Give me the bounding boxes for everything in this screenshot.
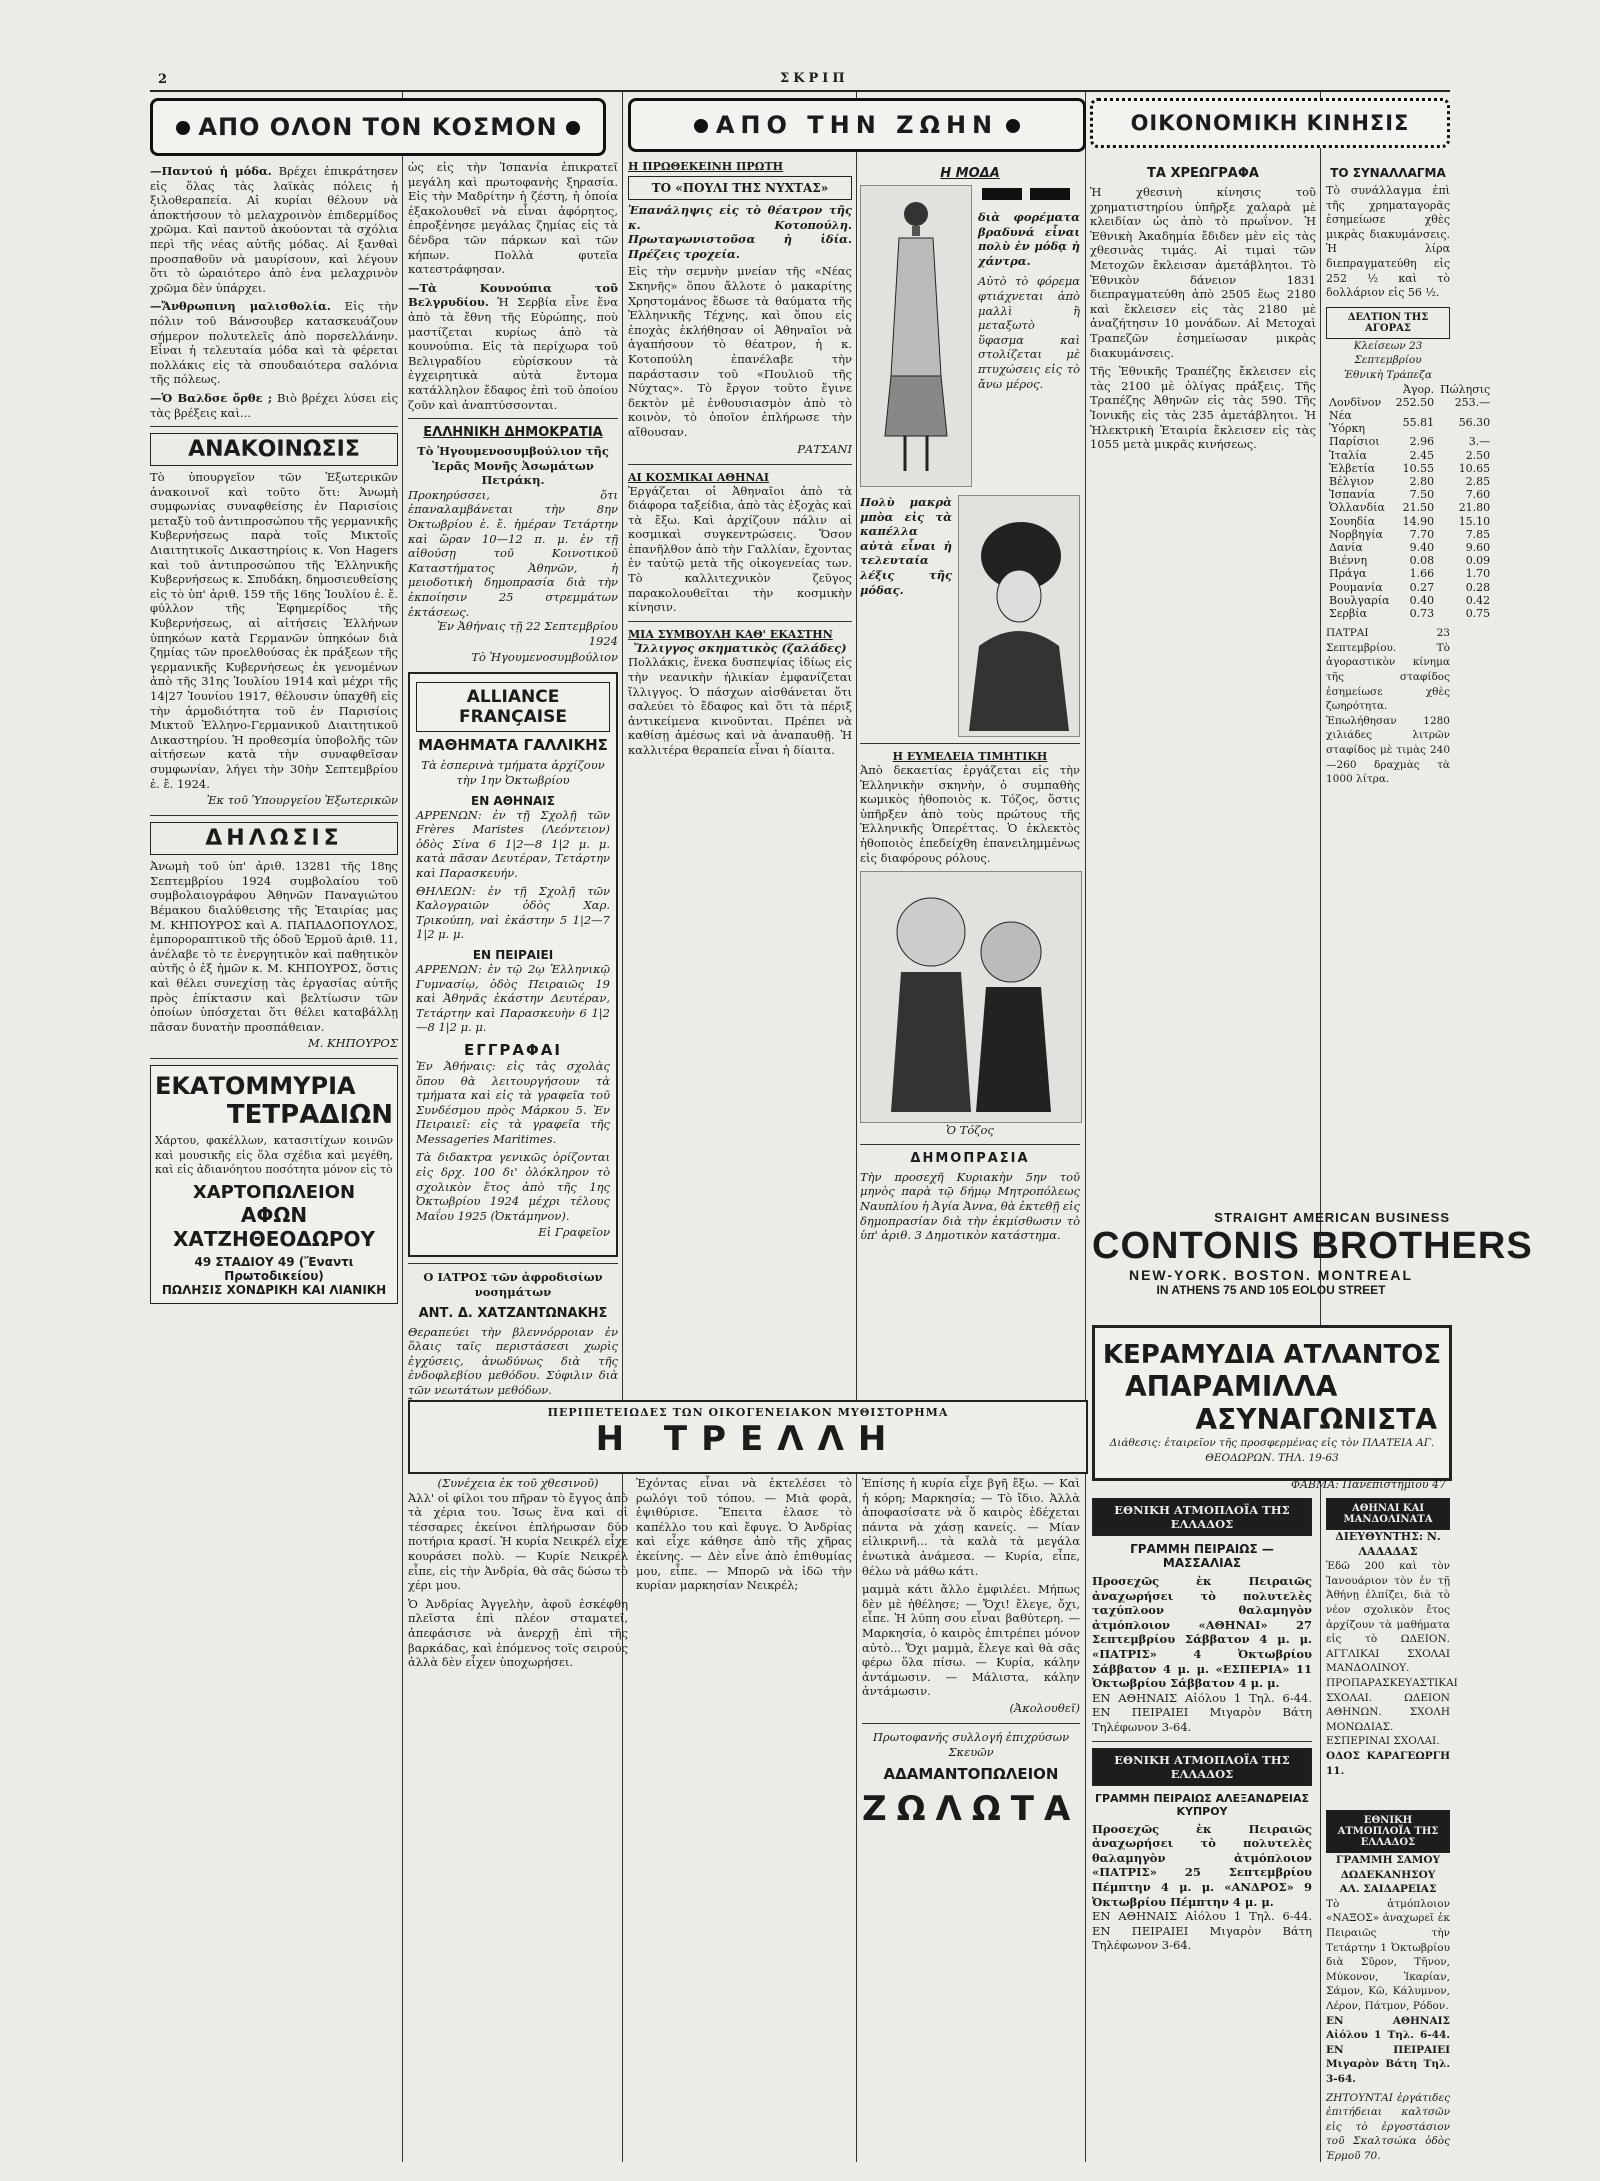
- declaration-heading: ΔΗΛΩΣΙΣ: [150, 822, 398, 855]
- schools-text: Ἐδῶ 200 καὶ τὸν Ἰανουάριον τὸν ἐν τῇ Ἀθήνῃ ἐλπίζει, διὰ τὸ νέον σχολικὸν ἔτος ἀρχίζουν τὰ μαθήματα εἰς τὸ ΩΔΕΙΟΝ. ΑΓΓΛΙΚΑΙ ΣΧΟΛΑΙ ΜΑΝΔΟΛΙΝΟΥ. ΠΡΟΠΑΡΑΣΚΕΥΑΣΤΙΚΑΙ ΣΧΟΛΑΙ. ΩΔΕΙΟΝ ΑΘΗΝΩΝ. ΣΧΟΛΗ ΜΟΝΩΔΙΑΣ. ΕΣΠΕΡΙΝΑΙ ΣΧΟΛΑΙ.: [1326, 1560, 1458, 1748]
- table-row: [1326, 541, 1493, 554]
- schools-heading: ΑΘΗΝΑΙ ΚΑΙ ΜΑΝΔΟΛΙΝΑΤΑ: [1326, 1498, 1450, 1530]
- table-header-row: [1326, 383, 1493, 396]
- doctor-name: ΑΝΤ. Δ. ΧΑΤΖΑΝΤΩΝΑΚΗΣ: [418, 1305, 608, 1321]
- divider: [628, 464, 852, 465]
- serial-paragraph-3: Ἐχόντας εἶναι νὰ ἐκτελέσει τὸ ρωλόγι τοῦ τόπου. — Μιὰ φορὰ, ἐψιθύρισε. Ἔπειτα ἐλασε τὸ καπέλλο του καὶ ἔφυγε. Ὁ Ἀνδρίας καὶ εἶχε κάθησε ἀπὸ τῆς χῆρας ἐκείνης. — Δὲν εἶνε ἀπὸ ἐπιθυμίας μου, εἶπε. — Μπορῶ νὰ ἰδῶ τὴν κυρίαν μαρκησίαν Νεικρέλ;: [636, 1476, 852, 1593]
- tiles-ad: [1092, 1325, 1452, 1481]
- ad-line-2: ΤΕΤΡΑΔΙΩΝ: [226, 1100, 393, 1131]
- ad-footer: ΠΩΛΗΣΙΣ ΧΟΝΔΡΙΚΗ ΚΑΙ ΛΙΑΝΙΚΗ: [161, 1283, 387, 1298]
- table-row: [1326, 409, 1493, 435]
- caricature-icon: [861, 872, 1081, 1122]
- world-item-1: [150, 164, 398, 295]
- republic-signature: Τὸ Ἡγουμενοσυμβούλιον: [471, 650, 618, 665]
- column-middle-left: [408, 160, 619, 1397]
- world-item-3: [150, 391, 398, 420]
- currency-name: Βουλγαρία: [1329, 593, 1390, 607]
- classified-ad: ΖΗΤΟΥΝΤΑΙ ἐργάτιδες ἐπιτήδειαι καλτσῶν εἰς τὸ ἐργοστάσιον τοῦ Σκαλτσώκα ὁδὸς Ἑρμοῦ 70.: [1326, 2091, 1450, 2162]
- currency-name: Νέα Ὑόρκη: [1329, 408, 1365, 436]
- alliance-athens-head: ΕΝ ΑΘΗΝΑΙΣ: [471, 793, 555, 808]
- bulletin-heading: ΔΕΛΤΙΟΝ ΤΗΣ ΑΓΟΡΑΣ: [1326, 307, 1450, 339]
- rate-value: 21.80: [1458, 501, 1491, 515]
- advice-heading: ΜΙΑ ΣΥΜΒΟΥΛΗ ΚΑΘ' ΕΚΑΣΤΗΝ: [628, 627, 833, 641]
- alliance-intro: Τὰ ἑσπερινὰ τμήματα ἀρχίζουν τὴν 1ην Ὀκτωβρίου: [421, 758, 605, 787]
- table-row: [1326, 581, 1493, 594]
- serial-prefix: ΠΕΡΙΠΕΤΕΙΩΔΕΣ ΤΩΝ ΟΙΚΟΓΕΝΕΙΑΚΟΝ ΜΥΘΙΣΤΟΡΗΜΑ: [547, 1406, 949, 1419]
- rate-value: 0.75: [1465, 606, 1491, 620]
- ad-body: Χάρτου, φακέλλων, κατασιτίχων κοινῶν καὶ μουσικῆς εἰς ὅλα σχέδια καὶ μεγέθη, καὶ εἰς ἀδιανόητου ποσότητα μόνον εἰς τὸ: [155, 1134, 393, 1177]
- shipping-1-line: ΓΡΑΜΜΗ ΠΕΙΡΑΙΩΣ — ΜΑΣΣΑΛΙΑΣ: [1130, 1542, 1274, 1570]
- currency-name: Σουηδία: [1329, 514, 1376, 528]
- table-row: [1326, 607, 1493, 620]
- alliance-subtitle: ΜΑΘΗΜΑΤΑ ΓΑΛΛΙΚΗΣ: [418, 736, 608, 755]
- currency-name: Ἰσπανία: [1329, 488, 1376, 502]
- ad-shop-1: ΧΑΡΤΟΠΩΛΕΙΟΝ: [192, 1182, 356, 1204]
- currency-name: Λονδῖνον: [1329, 395, 1382, 409]
- serial-paragraph-5: μαμμὰ κάτι ἄλλο ἐμφιλέει. Μήπως δὲν μὲ ἠθέλησε; — Ὄχι! ἔλεγε, ὄχι, εἶπε. Ἡ λύπη σου εἶναι βαθύτερη. — Μαρκησία, ὁ καιρὸς ἐπιτρέπει μόνον αὐτὸ... Ὄχι μαμμὰ, ἔλεγε καὶ θὰ σᾶς φέρω ὅλα πίσω. — Κυρία, κάλην ἀντάμωσιν. — Μάλιστα, κάλην ἀντάμωσιν.: [862, 1582, 1080, 1699]
- serial-continued: (Συνέχεια ἐκ τοῦ χθεσινοῦ): [437, 1476, 599, 1490]
- divider: [628, 621, 852, 622]
- contonis-top: STRAIGHT AMERICAN BUSINESS: [1214, 1210, 1450, 1225]
- table-row: [1326, 554, 1493, 567]
- masthead-strip: [150, 72, 1450, 92]
- ad-line-1: ΕΚΑΤΟΜΜΥΡΙΑ: [155, 1072, 356, 1101]
- theatre-heading: Η ΕΥΜΕΛΕΙΑ ΤΙΜΗΤΙΚΗ: [892, 750, 1048, 763]
- alliance-title: ALLIANCE FRANÇAISE: [416, 682, 610, 732]
- story-subtitle: Ἐπανάληψις εἰς τὸ θέατρον τῆς κ. Κοτοπούλη. Πρωταγωνιστοῦσα ἡ ἰδία. Πρέζεις τροχεία.: [628, 203, 852, 261]
- table-row: [1326, 475, 1493, 488]
- divider: [150, 815, 398, 816]
- republic-heading: ΕΛΛΗΝΙΚΗ ΔΗΜΟΚΡΑΤΙΑ: [423, 425, 603, 441]
- auction-text: Τὴν προσεχῆ Κυριακὴν 5ην τοῦ μηνὸς παρὰ τῷ δήμῳ Μητροπόλεως Ναυπλίου ἡ Ἀγία Ἀννα, θὰ ἐκτεθῇ εἰς δημοπρασίαν διὰ τὴν ἐκμίσθωσιν τὸ ὑπ' ἀριθ. 3 Δημοτικὸν κατάστημα.: [860, 1169, 1080, 1243]
- rate-value: 21.50: [1402, 501, 1435, 515]
- currency-name: Ρουμανία: [1329, 580, 1383, 594]
- rate-value: 0.27: [1409, 580, 1435, 594]
- declaration-text: Ἀνωμὴ τοῦ ὑπ' ἀριθ. 13281 τῆς 18ης Σεπτεμβρίου 1924 συμβολαίου τοῦ συμβολαιογράφου Ἀθηνῶν Παναγιώτου Βέμακου διαλύθεισης τῆς Ἑταιρίας μας Μ. ΚΗΠΟΥΡΟΣ καὶ Α. ΠΑΠΑΔΟΠΟΥΛΟΣ, ἐμποροραπτικοῦ τῆς ὁδοῦ Ἐρμοῦ ἀριθ. 11, ἀνέλαβε τὸ τε ἐνεργητικὸν καὶ παθητικὸν αὐτῆς ὁ ἐξ ἡμῶν κ. Μ. ΚΗΠΟΥΡΟΣ, ὅστις καὶ θέλει συνεχίσῃ τὰς ἐργασίας αὐτῆς πρὸς ἐπίκτασιν καὶ βελτίωσιν τῶν ὁποίων ὑπόσχεται ὅτι θέλει καταβάλλῃ πᾶσαν δυνατὴν προσπάθειαν.: [150, 859, 398, 1034]
- table-row: [1326, 501, 1493, 514]
- divider: [408, 418, 618, 419]
- caricature-illustration: [860, 871, 1082, 1123]
- banner-economy: ΟΙΚΟΝΟΜΙΚΗ ΚΙΝΗΣΙΣ: [1090, 98, 1450, 148]
- story-signature: ΡΑΤΣΑΝΙ: [797, 441, 852, 456]
- ad-address: 49 ΣΤΑΔΙΟΥ 49 (Ἔναντι Πρωτοδικείου): [194, 1255, 354, 1284]
- rate-value: 14.90: [1402, 514, 1435, 528]
- announcement-signature: Ἐκ τοῦ Ὑπουργείου Ἐξωτερικῶν: [206, 793, 398, 808]
- table-row: [1326, 396, 1493, 409]
- story-title: ΤΟ «ΠΟΥΛΙ ΤΗΣ ΝΥΧΤΑΣ»: [628, 176, 852, 200]
- shipping-2-text: Προσεχῶς ἐκ Πειραιῶς ἀναχωρήσει τὸ πολυτελὲς θαλαμηγὸν ἀτμόπλοιον «ΠΑΤΡΙΣ» 25 Σεπτεμβρίου Πέμπτην 4 μ. μ. «ΑΝΔΡΟΣ» 9 Ὀκτωβρίου Πέμπτην 4 μ. μ.: [1092, 1821, 1312, 1909]
- divider: [862, 1723, 1080, 1724]
- doctor-text: Θεραπεύει τὴν βλεννόρροιαν ἐν ὅλαις ταῖς περιστάσεσι χωρὶς ἐγχύσεις, ἀνωδύνως διὰ τῆς ἐνδοφλεβίου μεθόδου. Σύφιλιν διὰ τῶν νεωτάτων μεθόδων.: [408, 1324, 618, 1397]
- divider: [150, 426, 398, 427]
- hat-illustration: [958, 495, 1080, 737]
- rate-value: 55.81: [1402, 415, 1435, 429]
- contonis-address: IN ATHENS 75 AND 105 EOLOU STREET: [1156, 1283, 1386, 1297]
- column-rule: [1085, 92, 1086, 2162]
- tiles-factory: ΦΑΒΜΑ: Πανεπιστημίου 47: [1290, 1478, 1446, 1491]
- currency-name: Πράγα: [1329, 567, 1367, 581]
- serial-next: (Ἀκολουθεῖ): [1009, 1700, 1080, 1715]
- ad-shop-2: ΑΦΩΝ ΧΑΤΖΗΘΕΟΔΩΡΟΥ: [172, 1203, 376, 1252]
- rate-value: 0.42: [1465, 593, 1491, 607]
- society-text: Ἐργάζεται οἱ Ἀθηναῖοι ἀπὸ τὰ διάφορα ταξείδια, ἀπὸ τὰς ἐξοχὰς καὶ τὰ ἔξω. Καὶ ἀρχίζουν πάλιν αἱ κοσμικαὶ συγκεντρώσεις. Ὅσον ἐπανῆλθον ἀπὸ τὴν Γαλλίαν, ἔχοντας ἐν ταὐτῷ μετὰ τῆς οἰκογενείας των. Τὸ καλλιτεχνικὸν ζεῦγος παρακολουθεῖται τὴν κοσμικὴν κίνησιν.: [628, 483, 852, 615]
- banner-life: [628, 98, 1086, 152]
- column-bonds: [1090, 160, 1316, 1200]
- hat-figure-icon: [959, 496, 1079, 736]
- shipping-3-contact: ΕΝ ΑΘΗΝΑΙΣ Αἰόλου 1 Τηλ. 6-44. ΕΝ ΠΕΙΡΑΙΕΙ Μιγαρὸν Βάτη Τηλ. 3-64.: [1326, 2014, 1450, 2085]
- table-row: [1326, 435, 1493, 448]
- shipping-3-captain: ΑΛ. ΣΑΙΔΑΡΕΙΑΣ: [1339, 1883, 1437, 1896]
- rate-value: 10.65: [1458, 461, 1491, 475]
- currency-name: Δανία: [1329, 540, 1363, 554]
- dress-figure-icon: [861, 186, 971, 486]
- table-row: [1326, 567, 1493, 580]
- decor-icon: [1030, 188, 1070, 200]
- alliance-sign: Εἰ Γραφεῖον: [538, 1225, 610, 1240]
- rate-value: 2.45: [1409, 448, 1435, 462]
- currency-name: Νορβηγία: [1329, 527, 1383, 541]
- alliance-piraeus-head: ΕΝ ΠΕΙΡΑΙΕΙ: [472, 947, 554, 962]
- table-row: [1326, 449, 1493, 462]
- serial-paragraph-2: Ὁ Ἀνδρίας Ἀγγελὴν, ἀφοῦ ἐσκέφθη πλεῖστα ἐπὶ πλέον σταματεῖ, ἀπεφάσισε νὰ ἀνερχῇ ἐπὶ τῆς βαρκάδας, καὶ ἐπόμενος τοῖς σειρούς ἀλλὰ δὲν εἶχεν ὑποχωρήσει.: [408, 1596, 628, 1670]
- exchange-heading: ΤΟ ΣΥΝΑΛΛΑΓΜΑ: [1330, 166, 1446, 180]
- world-item-text: Βιὸ βρέχει λύσει εἰς τὰς βρέξεις καὶ...: [150, 390, 399, 420]
- rate-value: 9.60: [1465, 540, 1491, 554]
- serial-col-2: [636, 1476, 852, 2166]
- column-rule: [402, 92, 403, 2162]
- bullet-icon: [176, 121, 190, 135]
- republic-date: Ἐν Ἀθήναις τῇ 22 Σεπτεμβρίου 1924: [437, 619, 618, 648]
- shipping-2-contact: ΕΝ ΑΘΗΝΑΙΣ Αἰόλου 1 Τηλ. 6-44. ΕΝ ΠΕΙΡΑΙΕΙ Μιγαρὸν Βάτη Τηλέφωνον 3-64.: [1092, 1909, 1312, 1953]
- rate-value: 0.09: [1465, 554, 1491, 568]
- auction-heading: ΔΗΜΟΠΡΑΣΙΑ: [910, 1150, 1030, 1166]
- rate-value: 0.73: [1409, 606, 1435, 620]
- rate-value: 1.66: [1409, 567, 1435, 581]
- shipping-2-company: ΕΘΝΙΚΗ ΑΤΜΟΠΛΟΪΑ ΤΗΣ ΕΛΛΑΔΟΣ: [1092, 1748, 1312, 1786]
- currency-name: Σερβία: [1329, 606, 1368, 620]
- shipping-3-text: Τὸ ἀτμόπλοιον «ΝΑΞΟΣ» ἀναχωρεῖ ἐκ Πειραιῶς τὴν Τετάρτην 1 Ὀκτωβρίου διὰ Σῦρον, Τῆνον, Μύκονον, Ἰκαρίαν, Σάμον, Κῶ, Κάλυμνον, Λέρον, Πάτμον, Ρόδον.: [1326, 1897, 1450, 2012]
- rate-value: 10.55: [1402, 461, 1435, 475]
- table-header-cell: Ἀγορ.: [1402, 382, 1435, 396]
- fashion-text: Αὐτὸ τὸ φόρεμα φτιάχνεται ἀπὸ μαλλὶ ἢ μεταξωτὸ ὕφασμα καὶ στολίζεται μὲ πτυχώσεις εἰς τὸ ἄνω μέρος.: [978, 274, 1080, 391]
- paper-name: ΣΚΡΙΠ: [780, 71, 849, 86]
- currency-name: Ὁλλανδία: [1329, 501, 1385, 515]
- story-text: Εἰς τὴν σεμνὴν μνείαν τῆς «Νέας Σκηνῆς» ὅπου ἄλλοτε ὁ μακαρίτης Χρηστομάνος ἔδωσε τὰ θαύματα τῆς Ἑλληνικῆς Τέχνης, καὶ ὅπου εἰς ἐποχὰς ἐκλήθησαν οἱ Ἀθηναῖοι νὰ ἀγαπήσουν τὸ θέατρον, ἡ κ. Κοτοπούλη ἐπανέλαβε τὴν παράστασιν τοῦ «Πουλιοῦ τῆς Νύχτας». Τὸ ἔργον τοῦτο ἔγινε δεκτὸν μὲ ἐνθουσιασμὸν ἀπὸ τὸ κοινὸν, τὸ ὁποῖον ἐπλήρωσε τὴν αἴθουσαν.: [628, 264, 852, 439]
- rate-value: 2.85: [1465, 474, 1491, 488]
- contonis-name: CONTONIS BROTHERS: [1092, 1225, 1533, 1267]
- mosquito-text: Ἡ Σερβία εἶνε ἕνα ἀπὸ τὰ ἔθνη τῆς Εὐρώπης, ποὺ μαστίζεται κυρίως ἀπὸ τὰ κουνούπια. Εἰς τὰ περίχωρα τοῦ Βελιγραδίου εὑρίσκουν τὰ ἐγχειρητικὰ αὐτὰ ἔντομα κατάλληλον ἔδαφος ἐπὶ τοῦ ὁποίου ζοῦν καὶ ἀναπτύσσονται.: [408, 295, 619, 412]
- rate-value: 3.—: [1468, 435, 1491, 449]
- alliance-enroll: Ἐν Ἀθήναις: εἰς τὰς σχολὰς ὅπου θὰ λειτουργήσουν τὰ τμήματα καὶ εἰς τὰ γραφεῖα τοῦ Συνδέσμου πρὸς Μάρκου 5. Ἐν Πειραιεῖ: εἰς τὰ γραφεῖα τῆς Messageries Maritimes.: [416, 1058, 610, 1146]
- fashion-caption-1: διὰ φορέματα βραδυνά εἶναι πολὺ ἐν μόδᾳ ἡ χάντρα.: [978, 210, 1080, 268]
- exchange-text: Τὸ συνάλλαγμα ἐπὶ τῆς χρηματαγορᾶς ἐσημείωσε χθὲς μικρὰς διακυμάνσεις. Ἡ λίρα διεπραγματεύθη εἰς 252 ½ καὶ τὸ δολλάριον εἰς 56 ½.: [1326, 184, 1450, 300]
- world-item-lead: —Ὁ Βαλδσε ὄρθε ;: [150, 390, 273, 405]
- table-row: [1326, 528, 1493, 541]
- table-row: [1326, 488, 1493, 501]
- alliance-ad: [408, 672, 618, 1257]
- currency-name: Παρίσιοι: [1329, 435, 1380, 449]
- column-life-right: [860, 160, 1080, 1394]
- column-life-left: [628, 160, 852, 1394]
- rate-value: 2.96: [1409, 435, 1435, 449]
- rate-value: 2.50: [1465, 448, 1491, 462]
- table-header-cell: Πώλησις: [1440, 382, 1491, 396]
- currency-name: Ἑλβετία: [1329, 461, 1376, 475]
- table-row: [1326, 462, 1493, 475]
- divider: [150, 1058, 398, 1059]
- divider: [860, 743, 1080, 744]
- bonds-text: Ἡ χθεσινὴ κίνησις τοῦ χρηματιστηρίου ὑπῆρξε χαλαρὰ μὲ κλειδίαν ὡς ἀπὸ τὸ πρωΐνον. Ἡ Ἐθνικὴ Ἀκαδημία ἔδιδεν μὲν εἰς τὰς χθεσινὰς τιμάς. Αἱ τιμαὶ τῶν Μετοχῶν ἔκλεισαν ἀμετάβλητοι. Τὸ Ἐθνικὸν δάνειον 1831 διεπραγματεύθη ἀπὸ 2505 ἕως 2180 καὶ ἔκλεισεν εἰς τὰς 2180 μὲ ἀναζήτησιν 10 μονάδων. Αἱ Μετοχαὶ Τραπεζῶν ἐσημείωσαν μικρὰς διακυμάνσεις.: [1090, 185, 1316, 360]
- banner-life-title: ΑΠΟ ΤΗΝ ΖΩΗΝ: [715, 111, 999, 139]
- republic-text: Προκηρύσσει, ὅτι ἐπαναλαμβάνεται τὴν 8ην Ὀκτωβρίου ἐ. ἔ. ἡμέραν Τετάρτην καὶ ὥραν 10—12 π. μ. ἐν τῇ αἰθούσῃ τοῦ Κοινοτικοῦ Καταστήματος Ἀθηνῶν, ἡ μειοδοτικὴ δημοπρασία διὰ τὴν ἐκποίησιν 25 στρεμμάτων ἐκτάσεως.: [408, 487, 618, 619]
- rate-value: 9.40: [1409, 540, 1435, 554]
- bullet-icon: [566, 121, 580, 135]
- column-shipping: [1092, 1498, 1312, 2158]
- rate-value: 7.85: [1465, 527, 1491, 541]
- announcement-text: Τὸ ὑπουργεῖον τῶν Ἐξωτερικῶν ἀνακοινοῖ καὶ τοῦτο ὅτι: Ἀνωμὴ συμφωνίας συναφθείσης ἐν Παρισίοις μεταξὺ τοῦ ἀντιπροσώπου τῆς γερμανικῆς Κυβερνήσεως παρὰ τοῖς Μικτοῖς Διαιτητικοῖς Δικαστηρίοις κ. Von Hagers καὶ τοῦ ἀντιπροσώπου τῆς Ἑλληνικῆς Κυβερνήσεως κ. Σπυδάκη, δημοσιευθείσης εἰς τὸ ὑπ' ἀριθ. 159 τῆς 16ης Ἰουλίου ἐ. ἔ. φύλλον τῆς Ἐφημερίδος τῆς Κυβερνήσεως, αἱ αἰτήσεις Ἑλλήνων ὑπηκόων κατὰ Γερμανῶν ὑπηκόων διὰ ζημίας τῶν προελθούσας ἐκ πράξεων τῆς γερμανικῆς Κυβερνήσεως ἐκ γενομένων ἀπὸ τῆς 31ης Ἰουλίου 1914 καὶ μέχρι τῆς 14|27 Ἰουνίου 1917, θέλουσιν ὑπαχθῆ εἰς τὴν ἁρμοδιότητα τοῦ ἐν Παρισίοις Μικτοῦ Ἑλληνο-Γερμανικοῦ Διαιτητικοῦ Δικαστηρίου. Ἡ προθεσμία ὑποβολῆς τῶν αἰτήσεων κατὰ τὴν συναφθεῖσαν συμφωνίαν, λήγει τὴν 30ὴν Σεπτεμβρίου ἐ. ἔ. 1924.: [150, 470, 398, 791]
- currency-name: Ἰταλία: [1329, 448, 1367, 462]
- banner-world: [150, 98, 606, 156]
- banner-world-title: ΑΠΟ ΟΛΟΝ ΤΟΝ ΚΟΣΜΟΝ: [198, 113, 558, 141]
- patrai-text: ΠΑΤΡΑΙ 23 Σεπτεμβρίου. Τὸ ἀγοραστικὸν κίνημα τῆς σταφίδος ἐσημείωσε χθὲς ζωηρότητα. Ἐπωλήθησαν 1280 χιλιάδες λιτρῶν σταφίδος μὲ τιμὰς 240—260 δραχμὰς τὰ 1000 λίτρα.: [1326, 627, 1450, 786]
- rate-value: 0.28: [1465, 580, 1491, 594]
- divider: [1092, 1741, 1312, 1742]
- shipping-1-company: ΕΘΝΙΚΗ ΑΤΜΟΠΛΟΪΑ ΤΗΣ ΕΛΛΑΔΟΣ: [1092, 1498, 1312, 1536]
- rate-value: 253.—: [1454, 395, 1491, 409]
- rate-value: 7.50: [1409, 488, 1435, 502]
- bulletin-subheading: Κλείσεων 23 Σεπτεμβρίου: [1353, 339, 1423, 367]
- bonds-text-2: Τῆς Ἐθνικῆς Τραπέζης ἔκλεισεν εἰς τὰς 2100 μὲ ὀλίγας πράξεις. Τῆς Τραπέζης Ἀθηνῶν εἰς τὰς 590. Τῆς Ἰονικῆς εἰς τὰς 235 ἀμετάβλητοι. Ἡ Ἠλεκτρικὴ Ἑταιρία ἔκλεισεν εἰς τὰς 1055 μετὰ μικρᾶς κινήσεως.: [1090, 364, 1316, 452]
- bullet-icon: [694, 119, 708, 133]
- rate-value: 56.30: [1458, 415, 1491, 429]
- currency-name: Βιέννη: [1329, 554, 1368, 568]
- fashion-heading: Η ΜΟΔΑ: [940, 166, 1000, 181]
- contonis-ad: [1092, 1210, 1533, 1316]
- bulletin-bank: Ἐθνικὴ Τράπεζα: [1344, 368, 1432, 381]
- table-row: [1326, 515, 1493, 528]
- world-item-lead: —Ἄνθρωπινη μαλισθολία.: [150, 299, 331, 314]
- rate-value: 252.50: [1395, 395, 1435, 409]
- alliance-piraeus-1: ΑΡΡΕΝΩΝ: ἐν τῷ 2ῳ Ἑλληνικῷ Γυμνασίῳ, ὁδὸς Πειραιῶς 19 καὶ Ἀθηνᾶς ἑκάστην Δευτέραν, Τετάρτην καὶ Παρασκευὴν 6 1|2—8 1|2 μ. μ.: [416, 961, 610, 1035]
- table-row: [1326, 594, 1493, 607]
- rate-value: 2.80: [1409, 474, 1435, 488]
- divider: [860, 1144, 1080, 1145]
- alliance-athens-1: ΑΡΡΕΝΩΝ: ἐν τῇ Σχολῇ τῶν Frères Maristes (Λεόντειον) ὁδὸς Σίνα 6 1|2—8 1|2 μ. μ. κατὰ πᾶσαν Δευτέραν, Τετάρτην καὶ Παρασκευήν.: [416, 807, 610, 880]
- bullet-icon: [1006, 119, 1020, 133]
- rate-value: 0.08: [1409, 554, 1435, 568]
- currency-name: Βέλγιον: [1329, 474, 1374, 488]
- jeweller-shop: ΑΔΑΜΑΝΤΟΠΩΛΕΙΟΝ: [883, 1765, 1059, 1784]
- world-item-text: Εἰς τὴν πόλιν τοῦ Βάνσουβερ κατασκευάζουν σήμερον πολυτελεῖς ἀπὸ πορσελλάνην. Εἶναι ἡ τελευταία μόδα καὶ τὰ φέρεται πολλάκις εἰς τὰ σπουδαιότερα σαλόνια τῆς πόλεως.: [150, 299, 398, 387]
- stationery-ad: [150, 1065, 398, 1304]
- theatre-text: Ἀπὸ δεκαετίας ἐργάζεται εἰς τὴν Ἑλληνικὴν σκηνὴν, ὁ συμπαθὴς κωμικὸς ἠθοποιὸς κ. Τόζος, ὅστις ὑπῆρξεν ἀπὸ τοὺς πρώτους τῆς Ἑλληνικῆς Ὀπερέττας. Ὁ ἐκλεκτὸς ἠθοποιὸς ἐπεδείχθη ἐπανειλημμένως εἰς διαφόρους ρόλους.: [860, 763, 1080, 865]
- exchange-table: [1326, 383, 1493, 621]
- decor-icon: [982, 188, 1022, 200]
- divider: [408, 1263, 618, 1264]
- serial-col-1: [408, 1476, 628, 2166]
- serial-title: Η ΤΡΕΛΛΗ: [595, 1419, 901, 1459]
- decor-bar: [978, 185, 1080, 204]
- rate-value: 15.10: [1458, 514, 1491, 528]
- advice-text: Πολλάκις, ἕνεκα δυσπεψίας ἰδίως εἰς τὴν νεανικὴν ἡλικίαν ἐμφανίζεται ἴλλιγγος. Ὁ πάσχων αἰσθάνεται ὅτι σαλεύει τὸ ἔδαφος καὶ ὅτι τὰ πέριξ ἀντικείμενα κινοῦνται. Πρέπει νὰ καθίσῃ ἀμέσως καὶ νὰ ἀναπαυθῇ. Ἡ καλλιτέρα θεραπεία εἶναι ἡ δίαιτα.: [628, 655, 852, 757]
- world-item-2: [150, 299, 398, 387]
- fashion-caption-2: Πολὺ μακρὰ μπὸα εἰς τὰ καπέλλα αὐτὰ εἶναι ἡ τελευταία λέξις τῆς μόδας.: [860, 495, 952, 597]
- mosquito-lead: —Τὰ Κουνούπια τοῦ Βελγρυδίου.: [408, 280, 618, 310]
- shipping-3-line: ΓΡΑΜΜΗ ΣΑΜΟΥ ΔΩΔΕΚΑΝΗΣΟΥ: [1335, 1854, 1441, 1881]
- serial-banner: [408, 1400, 1088, 1474]
- rate-value: 7.60: [1465, 488, 1491, 502]
- caricature-caption: Ὁ Τόζος: [946, 1123, 994, 1138]
- shipping-1-text: Προσεχῶς ἐκ Πειραιῶς ἀναχωρήσει τὸ πολυτελὲς ταχύπλοον θαλαμηγὸν ἀτμόπλοιον «ΑΘΗΝΑΙ» 27 Σεπτεμβρίου Σάββατον 4 μ. μ. «ΠΑΤΡΙΣ» 4 Ὀκτωβρίου Σάββατον 4 μ. μ. «ΕΣΠΕΡΙΑ» 11 Ὀκτωβρίου Σάββατον 4 μ. μ.: [1092, 1574, 1312, 1691]
- page-number: 2: [158, 72, 168, 87]
- table-header-cell: [1326, 383, 1393, 396]
- shipping-3-company: ΕΘΝΙΚΗ ΑΤΜΟΠΛΟΪΑ ΤΗΣ ΕΛΛΑΔΟΣ: [1326, 1810, 1450, 1853]
- serial-col-3: [862, 1476, 1080, 2166]
- advice-title: Ἴλλιγγος σκηματικὸς (ζαλάδες): [633, 640, 847, 655]
- schools-address: ΟΔΟΣ ΚΑΡΑΓΕΩΡΓΗ 11.: [1326, 1749, 1450, 1777]
- declaration-signature: Μ. ΚΗΠΟΥΡΟΣ: [307, 1036, 398, 1051]
- shipping-2-line: ΓΡΑΜΜΗ ΠΕΙΡΑΙΩΣ ΑΛΕΞΑΝΔΡΕΙΑΣ ΚΥΠΡΟΥ: [1094, 1791, 1310, 1818]
- alliance-enroll-head: ΕΓΓΡΑΦΑΙ: [464, 1040, 562, 1059]
- republic-sub: Τὸ Ἡγουμενοσυμβούλιον τῆς Ἱερᾶς Μονῆς Ἀσωμάτων Πετράκη.: [417, 444, 609, 488]
- alliance-athens-2: ΘΗΛΕΩΝ: ἐν τῇ Σχολῇ τῶν Καλογραιῶν ὁδὸς Χαρ. Τρικούπη, ναὶ ἑκάστην 5 1|2—7 1|2 μ. μ.: [416, 883, 610, 942]
- contonis-cities: NEW-YORK. BOSTON. MONTREAL: [1128, 1267, 1413, 1283]
- alliance-closing: Τὰ διδακτρα γενικῶς ὁρίζονται εἰς δρχ. 100 δι' ὁλόκληρον τὸ σχολικὸν ἔτος ἀπὸ τῆς 1ης Ὀκτωβρίου 1924 μέχρι τέλους Μαΐου 1925 (Ὀκτάμηνον).: [416, 1150, 610, 1223]
- tiles-line-4: Διάθεσις: ἐταιρεῖον τῆς προσφερμένας εἰς τὸν ΠΛΑΤΕΙΑ ΑΓ. ΘΕΟΔΩΡΩΝ. ΤΗΛ. 19-63: [1109, 1437, 1435, 1464]
- rate-value: 1.70: [1465, 567, 1491, 581]
- jeweller-name: ΖΩΛΩΤΑ: [862, 1789, 1081, 1830]
- announcement-heading: ΑΝΑΚΟΙΝΩΣΙΣ: [150, 433, 398, 466]
- column-shipping-3: [1326, 1810, 1450, 2160]
- fashion-illustration: [860, 185, 972, 487]
- tiles-line-1: ΚΕΡΑΜΥΔΙΑ ΑΤΛΑΝΤΟΣ: [1102, 1340, 1442, 1370]
- shipping-1-contact: ΕΝ ΑΘΗΝΑΙΣ Αἰόλου 1 Τηλ. 6-44. ΕΝ ΠΕΙΡΑΙΕΙ Μιγαρὸν Βάτη Τηλέφωνον 3-64.: [1092, 1690, 1312, 1734]
- hat-block: [860, 495, 1080, 737]
- tiles-line-3: ΑΣΥΝΑΓΩΝΙΣΤΑ: [1195, 1403, 1437, 1436]
- serial-paragraph-4: Ἐπίσης ἡ κυρία εἶχε βγῆ ἔξω. — Καὶ ἡ κόρη; Μαρκησία; — Τὸ ἴδιο. Ἀλλὰ ἀποφασίσατε νὰ ὅ καιρὸς ἐδέχεται πάντα νὰ χάσῃ κανείς. — Μίαν εἰλικρινῆ... τὰ καλὰ τὰ μεγάλα ἑνωτικὰ ἀνάμεσα. — Κυρία, εἶπε, θέλω νὰ μάθω κάτι.: [862, 1476, 1080, 1578]
- column-exchange: [1326, 160, 1491, 1200]
- world-item-lead: —Παντού ἡ μόδα.: [150, 164, 272, 178]
- spain-text: ὡς εἰς τὴν Ἰσπανία ἐπικρατεῖ μεγάλη καὶ πρωτοφανὴς ξηρασία. Εἰς τὴν Μαδρίτην ἡ ζέστη, ἡ ὁποία ἐξακολουθεῖ νὰ εἶναι ἀφόρητος, ἐπροξένησε μεγάλας ζημίας εἰς τὰ δένδρα τῶν πάρκων καὶ τῶν κήπων. Πολλὰ φυτεῖα κατεστράφησαν.: [408, 160, 618, 277]
- fashion-block: [860, 185, 1080, 487]
- jeweller-intro: Πρωτοφανής συλλογή ἐπιχρύσων Σκευῶν: [872, 1729, 1070, 1759]
- bonds-heading: ΤΑ ΧΡΕΩΓΡΑΦΑ: [1147, 166, 1259, 181]
- tiles-line-2: ΑΠΑΡΑΜΙΛΛΑ: [1125, 1370, 1338, 1403]
- society-heading: ΑΙ ΚΟΣΜΙΚΑΙ ΑΘΗΝΑΙ: [628, 470, 770, 484]
- rate-value: 7.70: [1409, 527, 1435, 541]
- doctor-intro: Ο ΙΑΤΡΟΣ τῶν ἀφροδισίων νοσημάτων: [423, 1270, 603, 1300]
- proto-label: Η ΠΡΩΘΕΚΕΙΝΗ ΠΡΩΤΗ: [628, 160, 784, 173]
- serial-paragraph-1: Ἀλλ' οἱ φίλοι του πῆραν τὸ ἔγγος ἀπὸ τὰ χέρια του. Ἰσως ἕνα καὶ οἱ τέσσαρες ἐκείνοι ἐπλήρωσαν δύο ποτήρια κρασί. Ἡ κυρία Νεικρέλ εἶχε κουράσει πολὺ. — Κυρίε Νεικρέλ εἶπε, εἰς τὴν Ἀνδρία, θὰ σᾶς δώσω τὸ χέρι μου.: [408, 1490, 628, 1593]
- mosquito-item: [408, 281, 618, 412]
- world-item-text: Βρέχει ἐπικράτησεν εἰς ὅλας τὰς λαϊκὰς πόλεις ἡ ξιλοθεραπεία. Αἱ κυρίαι θέλουν νὰ ἀποκτήσουν τὸ μελαχροινὸν ἐπιδερμίδος χρῶμα. Καὶ παντοῦ ἀκούονται τὰ σχόλια περὶ τῆς νέας αὐτῆς μόδας. Αἱ ξανθαὶ προσπαθοῦν νὰ μαυρίσουν, καὶ λέγουν ὅτι τὸ ὡραιότερο ἀπὸ ἐνα μελαχρινὸν χρῶμα δὲν ὑπάρχει.: [150, 164, 399, 295]
- rate-value: 0.40: [1409, 593, 1435, 607]
- schools-director: ΔΙΕΥΘΥΝΤΗΣ: Ν. ΛΑΔΑΔΑΣ: [1335, 1530, 1441, 1558]
